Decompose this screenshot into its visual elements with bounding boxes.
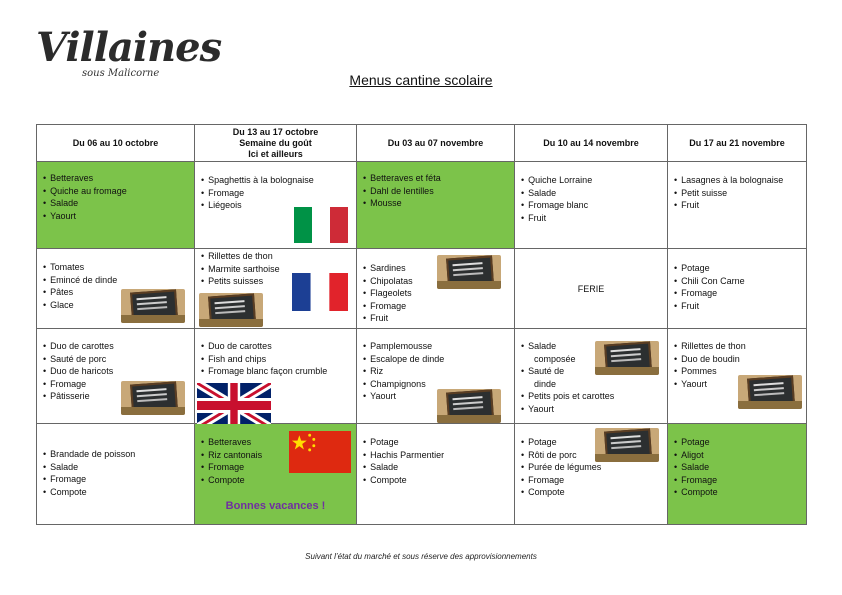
menu-item: • Fromage [521,474,601,487]
menu-row [37,249,807,329]
menu-row [37,424,807,525]
menu-item: • Riz [363,365,444,378]
menu-item: • Compote [363,474,444,487]
menu-item: • Duo de carottes [201,340,327,353]
chalkboard-photo-icon [121,381,185,415]
menu-item: • Rôti de porc [521,449,601,462]
week-header: Du 10 au 14 novembre [515,125,668,162]
menu-item: • Salade [521,340,614,353]
menu-list [201,250,280,288]
menu-item: • Fish and chips [201,353,327,366]
menu-list [43,261,117,311]
menu-item: • Brandade de poisson [43,448,135,461]
menu-list [674,174,783,212]
menu-cell [515,424,668,525]
menu-cell [195,329,357,424]
menu-list [363,340,444,403]
menu-item: • Pamplemousse [363,340,444,353]
menu-item: • Yaourt [521,403,614,416]
menu-item: • Rillettes de thon [674,340,746,353]
menu-list [43,172,127,222]
menu-item: • Flageolets [363,287,413,300]
menu-item: • Salade [43,461,135,474]
menu-item: • Compote [43,486,135,499]
week-header: Du 06 au 10 octobre [37,125,195,162]
menu-list [43,340,114,403]
menu-item: • Fromage [201,187,314,200]
menu-cell [195,162,357,249]
menu-item: • Petit suisse [674,187,783,200]
footer-note: Suivant l’état du marché et sous réserve des approvisionnements [305,552,537,561]
menu-item: • Potage [363,436,444,449]
menu-item: • Fromage [674,474,718,487]
menu-item: • Fromage [674,287,745,300]
menu-cell [668,249,807,329]
header-row [37,125,807,162]
menu-item: • Fruit [674,300,745,313]
menu-item: • Yaourt [43,210,127,223]
menu-item: • Fromage [43,378,114,391]
menu-item: • Fruit [674,199,783,212]
menu-list [674,436,718,499]
chalkboard-photo-icon [199,293,263,327]
menu-list [363,262,413,325]
menu-row [37,162,807,249]
menu-cell [357,329,515,424]
menu-item: • Yaourt [363,390,444,403]
menu-cell [357,162,515,249]
menu-cell [37,329,195,424]
menu-cell-ferie [515,249,668,329]
menu-cell [515,329,668,424]
menu-item: • Fromage [201,461,262,474]
menu-list [674,340,746,390]
menu-item: • Salade [363,461,444,474]
logo-subtitle: sous Malicorne [82,68,160,79]
menu-item: • Sardines [363,262,413,275]
chalkboard-photo-icon [595,428,659,462]
menu-item: • Fromage [363,300,413,313]
menu-list [521,174,592,224]
menu-item: • Chili Con Carne [674,275,745,288]
menu-list [43,448,135,498]
menu-item: • Yaourt [674,378,746,391]
menu-item: dinde [534,378,557,389]
menu-item: • Marmite sarthoise [201,263,280,276]
menu-item: • Escalope de dinde [363,353,444,366]
menu-item: • Potage [674,262,745,275]
menu-item: • Salade [521,187,592,200]
menu-cell [357,249,515,329]
menu-item: • Salade [674,461,718,474]
menu-item: • Fromage [43,473,135,486]
menu-item: • Glace [43,299,117,312]
chalkboard-photo-icon [437,255,501,289]
menu-item: • Lasagnes à la bolognaise [674,174,783,187]
menu-item: • Rillettes de thon [201,250,280,263]
menu-item: • Spaghettis à la bolognaise [201,174,314,187]
menu-item: • Pâtes [43,286,117,299]
menu-item: • Aligot [674,449,718,462]
menu-item: • Pâtisserie [43,390,114,403]
menu-item: • Betteraves et féta [363,172,441,185]
menu-cell [357,424,515,525]
ferie-label: FERIE [577,283,605,294]
uk-flag-icon [197,383,271,428]
menu-list [521,436,601,499]
menu-item: • Emincé de dinde [43,274,117,287]
menu-item: • Fromage blanc [521,199,592,212]
menu-item: • Champignons [363,378,444,391]
menu-item: • Dahl de lentilles [363,185,441,198]
italy-flag-icon [294,207,348,243]
menu-item: • Sauté de [521,365,614,378]
week-header: Du 13 au 17 octobre Semaine du goût Ici et ailleurs [195,125,357,162]
chalkboard-photo-icon [595,341,659,375]
menu-list [363,436,444,486]
menu-item: • Hachis Parmentier [363,449,444,462]
week-header: Du 03 au 07 novembre [357,125,515,162]
menu-item: • Liégeois [201,199,314,212]
menu-list [201,340,327,378]
menu-item: • Duo de haricots [43,365,114,378]
menu-item: • Mousse [363,197,441,210]
menu-item: • Fruit [521,212,592,225]
menu-item: • Petits pois et carottes [521,390,614,403]
menu-item: • Sauté de porc [43,353,114,366]
page-title: Menus cantine scolaire [349,72,493,88]
menu-item: • Duo de boudin [674,353,746,366]
menu-item: • Chipolatas [363,275,413,288]
menu-item: • Salade [43,197,127,210]
menu-cell [37,424,195,525]
menu-item: • Petits suisses [201,275,280,288]
menu-cell [668,329,807,424]
menu-cell [37,162,195,249]
menu-item: • Potage [521,436,601,449]
menu-cell [668,424,807,525]
chalkboard-photo-icon [738,375,802,409]
menu-item: • Quiche Lorraine [521,174,592,187]
menu-item: • Duo de carottes [43,340,114,353]
menu-list [674,262,745,312]
menu-item: • Betteraves [201,436,262,449]
week-header: Du 17 au 21 novembre [668,125,807,162]
chalkboard-photo-icon [121,289,185,323]
china-flag-icon [289,431,351,473]
menu-row [37,329,807,424]
france-flag-icon [292,273,348,311]
menu-item: • Quiche au fromage [43,185,127,198]
menu-item: • Tomates [43,261,117,274]
menu-item: • Fromage blanc façon crumble [201,365,327,378]
menu-cell [515,162,668,249]
menu-cell [195,249,357,329]
menu-item: • Compote [521,486,601,499]
chalkboard-photo-icon [437,389,501,423]
menu-item: composée [534,353,576,364]
menu-item: • Betteraves [43,172,127,185]
vacation-message: Bonnes vacances ! [225,500,326,512]
menu-item: • Potage [674,436,718,449]
menu-cell [195,424,357,525]
menu-item: • Fruit [363,312,413,325]
menu-item: • Purée de légumes [521,461,601,474]
menu-table [36,124,807,525]
menu-cell [37,249,195,329]
menu-list [363,172,441,210]
menu-list [201,436,262,486]
logo-brand: Villaines [36,24,222,71]
menu-item: • Compote [201,474,262,487]
menu-item: • Riz cantonais [201,449,262,462]
menu-item: • Compote [674,486,718,499]
menu-cell [668,162,807,249]
menu-item: • Pommes [674,365,746,378]
